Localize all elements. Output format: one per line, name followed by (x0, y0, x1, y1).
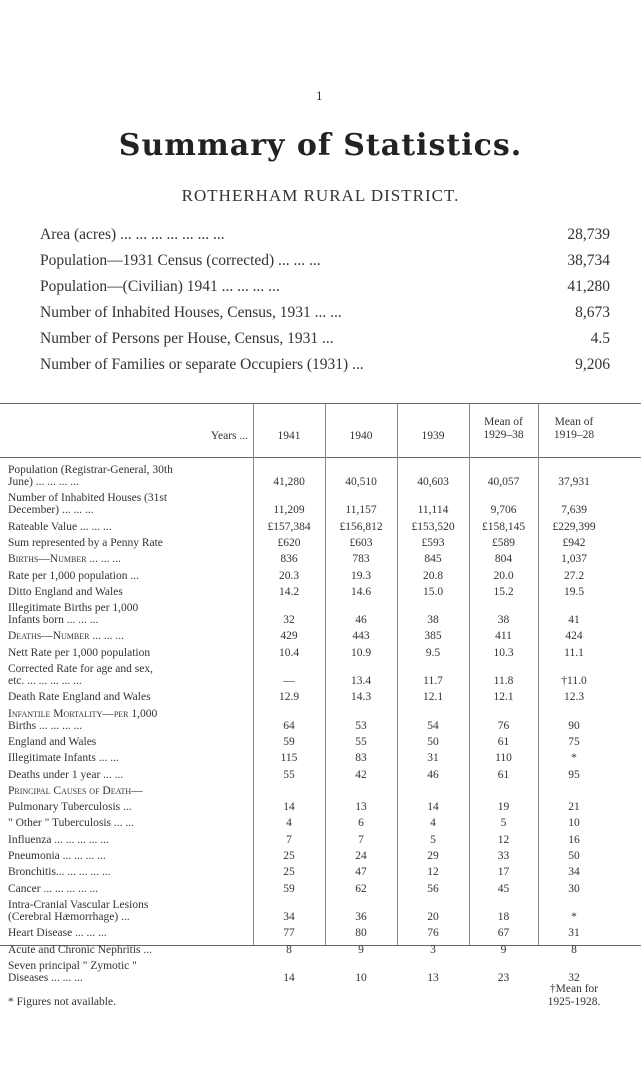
table-cell: 9 (358, 943, 364, 956)
table-cell: 8 (571, 943, 577, 956)
table-cell: 38 (427, 614, 439, 627)
table-cell: 31 (568, 927, 580, 940)
row-label: Cancer ... ... ... ... ... (8, 882, 99, 895)
summary-row (40, 252, 610, 278)
table-cell: 77 (283, 927, 295, 940)
row-label: Ditto England and Wales (8, 585, 123, 598)
table-cell: 13 (355, 801, 367, 814)
table-header-rule (0, 457, 641, 458)
row-label: Births ... ... ... ... (8, 719, 83, 732)
table-cell: 80 (355, 927, 367, 940)
table-cell: £157,384 (267, 520, 311, 533)
table-cell: 36 (355, 910, 367, 923)
header-mean-line: 1929–38 (483, 429, 524, 441)
row-label: Influenza ... ... ... ... ... (8, 833, 109, 846)
row-label: Rateable Value ... ... ... (8, 520, 112, 533)
row-label: Death Rate England and Wales (8, 691, 151, 704)
header-years: Years ... (210, 430, 248, 442)
table-cell: 34 (568, 866, 580, 879)
table-cell: 5 (500, 817, 507, 830)
table-cell: 25 (283, 866, 295, 879)
row-label: (Cerebral Hæmorrhage) ... (8, 910, 130, 923)
row-label: etc. ... ... ... ... ... (8, 675, 82, 687)
summary-list (40, 226, 610, 382)
table-cell: 67 (497, 927, 510, 940)
header-year-1939: 1939 (421, 430, 445, 442)
footnote-not-available: * Figures not available. (8, 996, 116, 1008)
row-label: " Other " Tuberculosis ... ... (8, 817, 134, 830)
table-cell: 411 (495, 630, 512, 643)
table-cell: 14 (283, 971, 295, 984)
row-label: Principal Causes of Death— (8, 784, 143, 797)
table-cell: £942 (562, 536, 586, 549)
table-cell: 13.4 (350, 675, 372, 687)
row-label: December) ... ... ... (8, 504, 94, 517)
table-cell: 836 (280, 553, 298, 566)
table-cell: 31 (427, 752, 439, 765)
table-cell: 19.3 (350, 569, 372, 582)
table-cell: 783 (352, 553, 370, 566)
table-cell: 11.8 (493, 675, 514, 687)
table-cell: £153,520 (411, 520, 455, 533)
summary-row (40, 356, 610, 382)
footnote-mean-1: †Mean for (549, 983, 599, 995)
table-cell: 32 (283, 614, 295, 627)
summary-row (40, 226, 610, 252)
table-cell: 15.2 (493, 585, 514, 598)
row-label: Diseases ... ... ... (8, 971, 83, 984)
table-cell: 53 (355, 719, 367, 732)
table-cell: 29 (427, 850, 439, 862)
table-cell: 16 (568, 833, 580, 846)
row-label: Bronchitis... ... ... ... ... (8, 866, 111, 879)
row-label: Pneumonia ... ... ... ... (8, 850, 106, 862)
table-cell: * (571, 752, 577, 765)
table-cell: 47 (355, 866, 367, 879)
table-cell: 14.3 (350, 691, 372, 704)
table-cell: 17 (497, 866, 510, 879)
row-label: England and Wales (8, 735, 97, 748)
table-cell: 9,706 (490, 504, 517, 517)
row-label: Deaths—Number ... ... ... (8, 630, 124, 643)
summary-row (40, 304, 610, 330)
table-cell: 32 (568, 971, 580, 984)
table-cell: 95 (568, 768, 580, 781)
row-label: Heart Disease ... ... ... (8, 927, 107, 940)
table-cell: 9 (500, 943, 507, 956)
summary-label: Area (acres) ... ... ... ... ... ... ... (40, 226, 225, 243)
table-top-rule (0, 403, 641, 404)
table-cell: £229,399 (552, 520, 596, 533)
table-cell: 12.3 (563, 691, 585, 704)
table-cell: 5 (430, 833, 436, 846)
row-label: Illegitimate Infants ... ... (8, 752, 119, 765)
table-cell: 61 (497, 768, 510, 781)
summary-label: Number of Families or separate Occupiers (1931) ... (40, 356, 364, 373)
table-cell: 14.6 (350, 585, 372, 598)
table-cell: 10.4 (278, 646, 300, 659)
table-cell: £156,812 (339, 520, 383, 533)
row-label: Population (Registrar-General, 30th (8, 464, 173, 476)
header-year-1940: 1940 (349, 430, 373, 442)
table-cell: 76 (497, 719, 510, 732)
table-cell: 7 (358, 833, 364, 846)
page-title: Summary of Statistics. (118, 128, 523, 163)
table-cell: 75 (568, 735, 580, 748)
table-cell: 14 (427, 801, 439, 814)
row-label: Seven principal " Zymotic " (8, 959, 137, 972)
table-cell: 41,280 (273, 476, 305, 488)
table-cell: 38 (497, 614, 510, 627)
table-cell: 804 (494, 553, 513, 566)
table-cell: 18 (497, 910, 510, 923)
summary-label: Population—(Civilian) 1941 ... ... ... ... (40, 278, 280, 295)
header-mean-1919-28 (538, 416, 610, 442)
summary-value: 8,673 (575, 304, 610, 321)
table-cell: 50 (427, 735, 439, 748)
table-cell: 13 (427, 971, 439, 984)
table-cell: 27.2 (563, 569, 585, 582)
footnote-mean-2: 1925-1928. (547, 996, 601, 1008)
table-cell: 7,639 (561, 504, 587, 517)
row-label: Corrected Rate for age and sex, (8, 663, 153, 675)
table-cell: 11.7 (423, 675, 443, 687)
table-cell: 50 (568, 850, 580, 862)
table-cell: 429 (280, 630, 298, 643)
row-label: Intra-Cranial Vascular Lesions (8, 898, 149, 911)
table-cell: 46 (355, 614, 367, 627)
row-label: Sum represented by a Penny Rate (8, 536, 163, 549)
header-mean-line: 1919–28 (553, 429, 595, 441)
table-cell: £158,145 (481, 520, 526, 533)
table-cell: 11,157 (345, 504, 377, 517)
table-cell: 76 (427, 927, 439, 940)
table-cell: 19.5 (563, 585, 585, 598)
table-cell: 59 (283, 882, 295, 895)
table-cell: 1,037 (561, 553, 587, 566)
table-cell: 20.8 (422, 569, 444, 582)
summary-label: Population—1931 Census (corrected) ... ... ... (40, 252, 321, 269)
row-label: Rate per 1,000 population ... (8, 569, 139, 582)
table-cell: 12 (497, 833, 510, 846)
table-cell: 25 (283, 850, 295, 862)
table-cell: 34 (283, 910, 295, 923)
row-label: Number of Inhabited Houses (31st (8, 492, 168, 505)
summary-value: 38,734 (567, 252, 610, 269)
table-cell: £589 (492, 536, 515, 549)
table-cell: £620 (277, 536, 301, 549)
table-cell: 41 (568, 614, 580, 627)
table-cell: 56 (427, 882, 439, 895)
table-cell: 64 (283, 719, 295, 732)
row-label: Infantile Mortality—per 1,000 (8, 707, 158, 720)
summary-label: Number of Persons per House, Census, 1931 ... (40, 330, 334, 347)
page-number: 1 (316, 88, 323, 103)
table-cell: 4 (286, 817, 292, 830)
table-cell: 12.1 (422, 691, 444, 704)
table-cell: 11.1 (564, 646, 584, 659)
row-label: Births—Number ... ... ... (8, 553, 122, 566)
table-cell: 14.2 (278, 585, 300, 598)
table-cell: 40,057 (487, 476, 520, 488)
table-cell: 40,510 (345, 476, 377, 488)
table-cell: 23 (497, 971, 510, 984)
row-label: Illegitimate Births per 1,000 (8, 602, 139, 615)
table-cell: 15.0 (422, 585, 444, 598)
table-cell: 54 (427, 719, 439, 732)
table-cell: 6 (358, 817, 364, 830)
table-cell: 110 (495, 752, 512, 765)
table-cell: 62 (355, 882, 367, 895)
header-mean-1929-38 (469, 416, 538, 442)
table-cell: 11,209 (273, 504, 305, 517)
summary-row (40, 278, 610, 304)
row-label: Deaths under 1 year ... ... (8, 768, 124, 781)
summary-value: 9,206 (575, 356, 610, 373)
header-year-1941: 1941 (277, 430, 301, 442)
summary-label: Number of Inhabited Houses, Census, 1931 ... ... (40, 304, 342, 321)
table-cell: 10 (568, 817, 580, 830)
table-cell: 424 (565, 630, 583, 643)
table-cell: 20 (427, 910, 439, 923)
table-cell: 24 (355, 850, 367, 862)
table-cell: 385 (424, 630, 442, 643)
table-cell: 46 (427, 768, 439, 781)
table-cell: 845 (424, 553, 442, 566)
table-cell: 61 (497, 735, 510, 748)
table-cell: 10 (355, 971, 367, 984)
row-label: Nett Rate per 1,000 population (8, 646, 151, 659)
table-cell: 90 (568, 719, 580, 732)
district-heading: ROTHERHAM RURAL DISTRICT. (181, 186, 460, 205)
table-cell: 14 (283, 801, 295, 814)
table-cell: £603 (349, 536, 373, 549)
table-cell: 19 (497, 801, 510, 814)
row-label: Infants born ... ... ... (8, 614, 99, 627)
table-cell: 3 (430, 943, 436, 956)
table-cell: 37,931 (558, 476, 590, 488)
table-cell: 12 (427, 866, 439, 879)
summary-value: 4.5 (590, 330, 610, 347)
table-cell: £593 (421, 536, 445, 549)
table-cell: 8 (286, 943, 292, 956)
summary-row (40, 330, 610, 356)
table-cell: 12.1 (493, 691, 514, 704)
table-cell: 30 (568, 882, 580, 895)
row-label: June) ... ... ... ... (8, 476, 79, 488)
table-cell: — (283, 675, 295, 687)
table-cell: 10.3 (493, 646, 514, 659)
table-cell: 20.3 (278, 569, 300, 582)
table-cell: 45 (497, 882, 510, 895)
table-cell: 55 (283, 768, 295, 781)
row-label: Acute and Chronic Nephritis ... (8, 943, 153, 956)
table-cell: 21 (568, 801, 580, 814)
table-cell: 40,603 (417, 476, 449, 488)
table-cell: †11.0 (561, 675, 587, 687)
header-mean-line: Mean of (554, 416, 594, 428)
row-label: Pulmonary Tuberculosis ... (8, 801, 132, 814)
table-cell: 10.9 (350, 646, 372, 659)
table-cell: 9.5 (425, 646, 441, 659)
table-cell: * (571, 910, 577, 923)
table-cell: 4 (430, 817, 436, 830)
header-mean-line: Mean of (484, 416, 523, 428)
table-cell: 33 (497, 850, 510, 862)
table-cell: 59 (283, 735, 295, 748)
table-cell: 11,114 (417, 504, 449, 517)
table-cell: 115 (280, 752, 298, 765)
table-cell: 55 (355, 735, 367, 748)
table-cell: 42 (355, 768, 367, 781)
table-cell: 20.0 (493, 569, 514, 582)
table-cell: 12.9 (278, 691, 300, 704)
table-cell: 83 (355, 752, 367, 765)
summary-value: 28,739 (567, 226, 610, 243)
table-cell: 7 (286, 833, 292, 846)
summary-value: 41,280 (567, 278, 610, 295)
table-cell: 443 (352, 630, 370, 643)
